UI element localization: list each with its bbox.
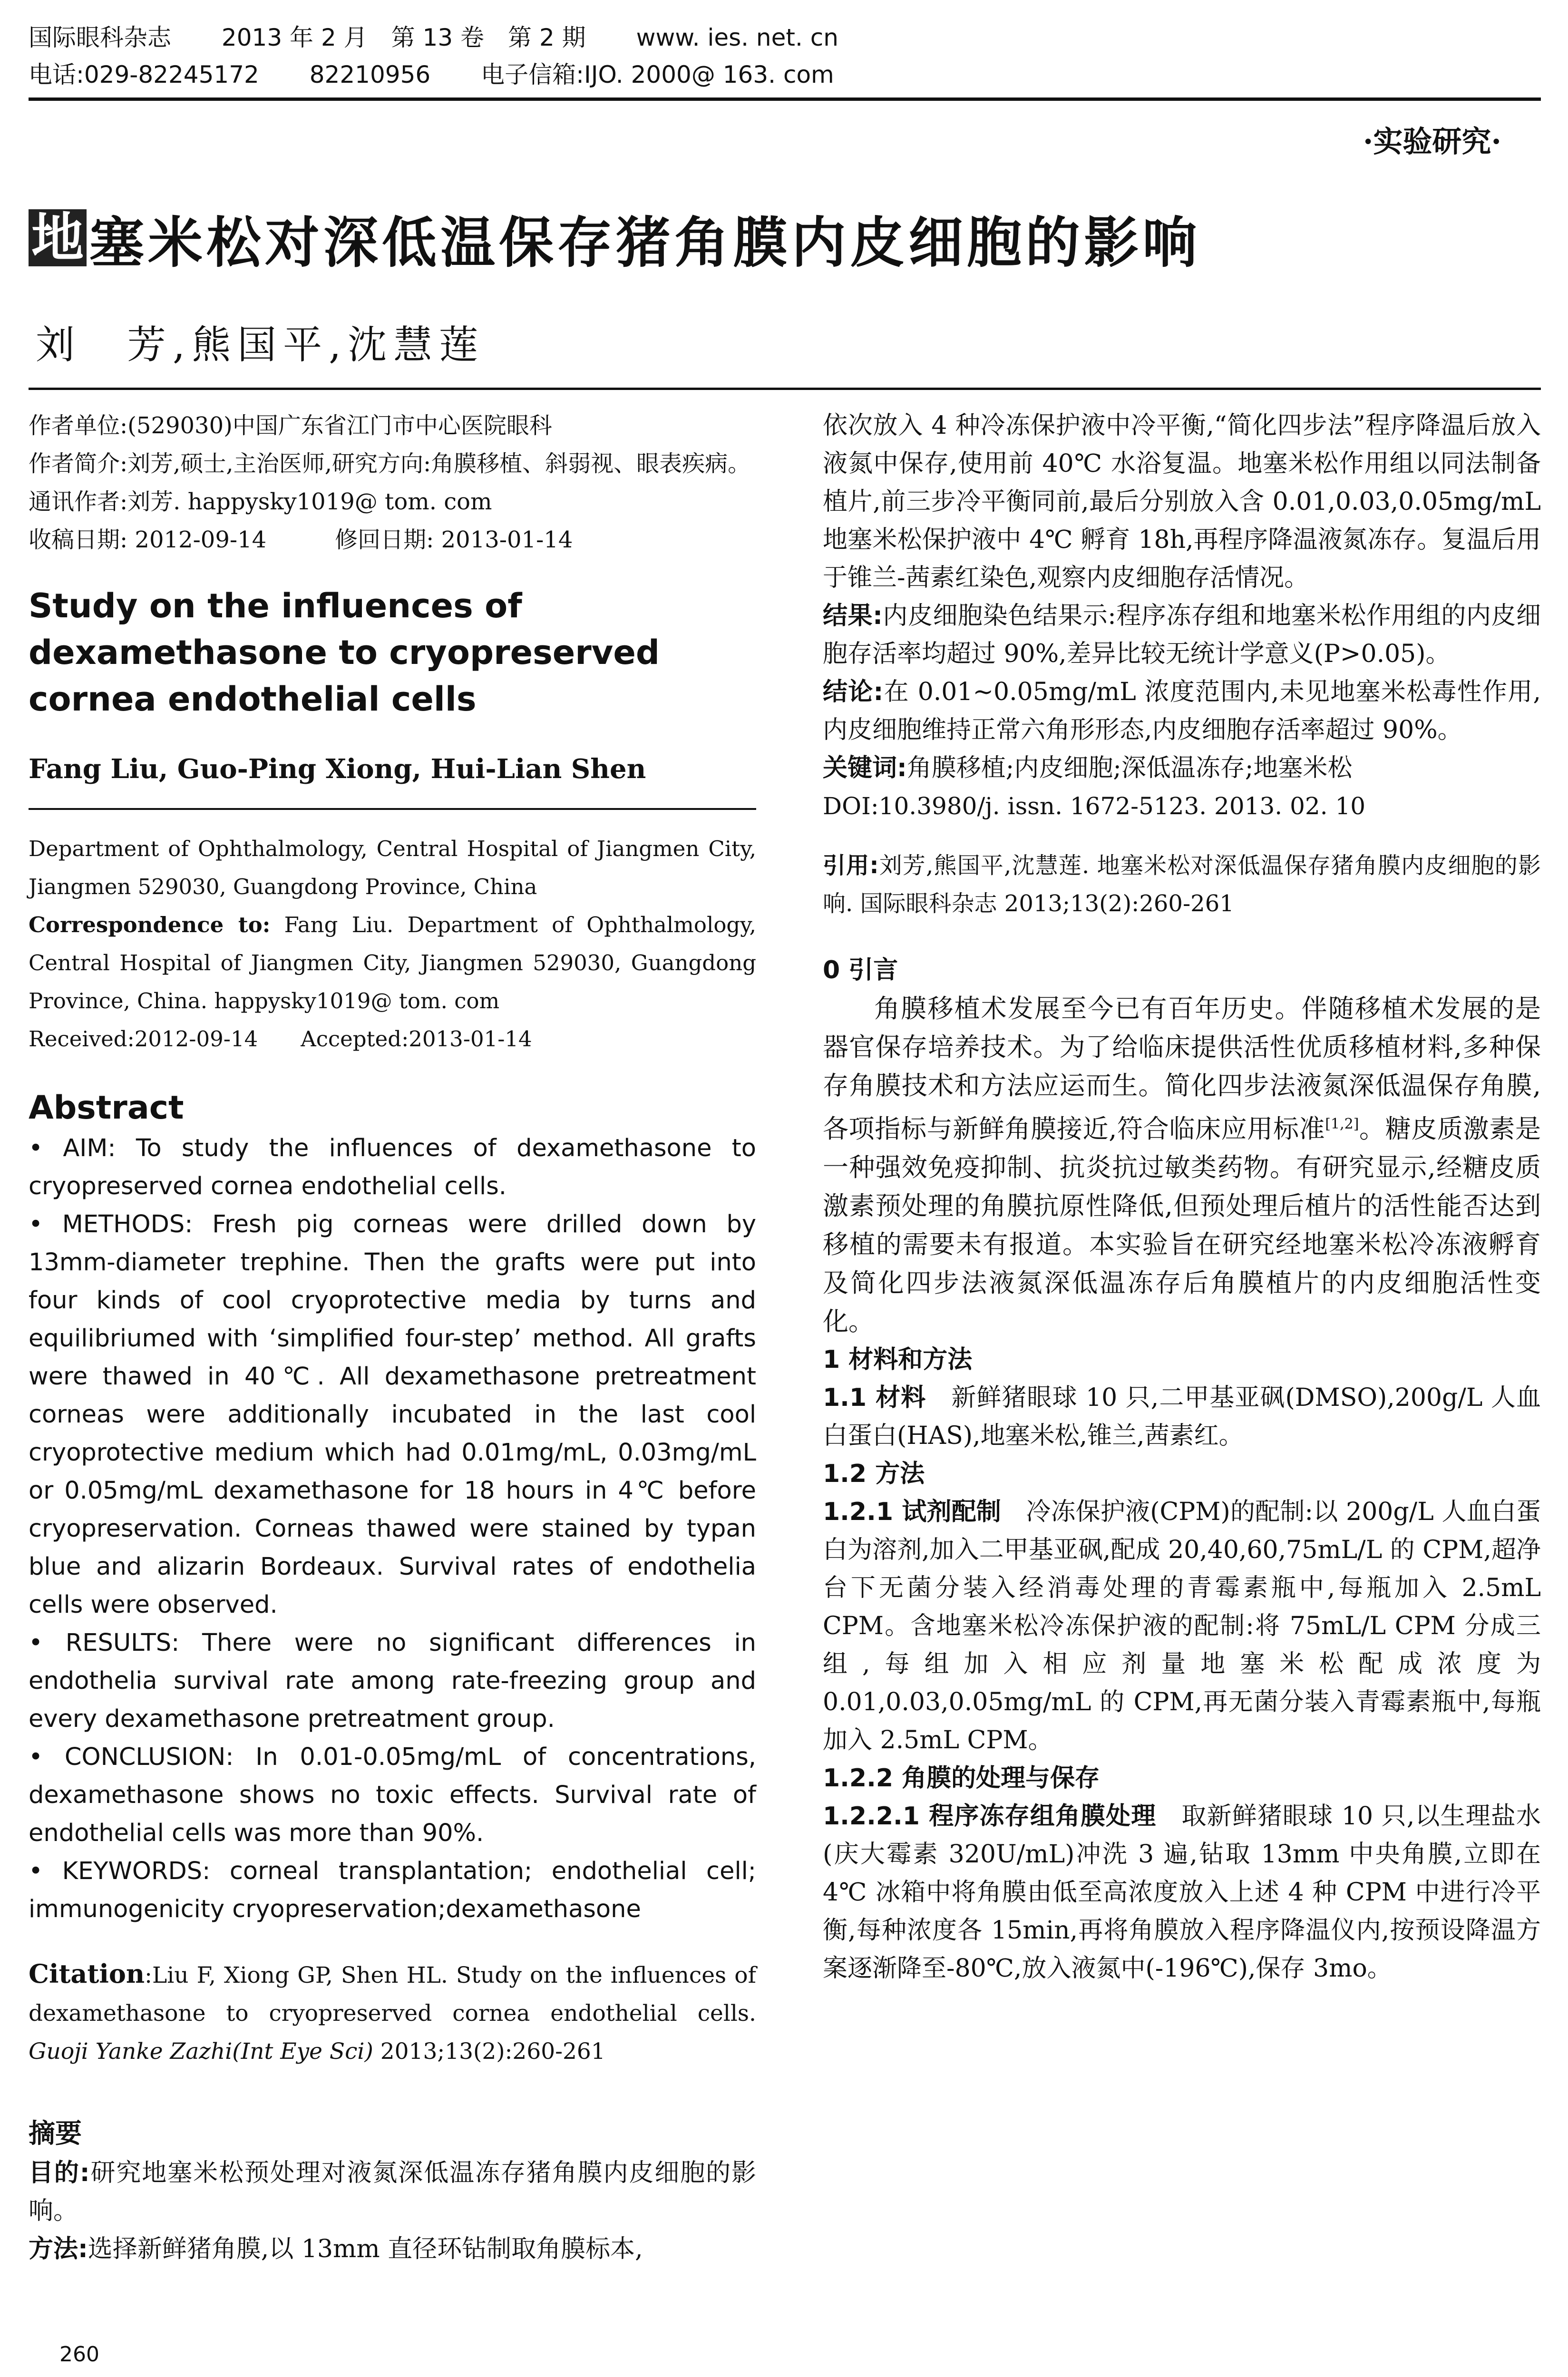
abstract-aim: • AIM: To study the influences of dexamethasone to cryopreserved cornea endothelial cells. [29, 1134, 756, 1200]
abstract-keywords: • KEYWORDS: corneal transplantation; endothelial cell; immunogenicity cryopreservation;dexamethasone [29, 1857, 756, 1923]
title-text: 塞米松对深低温保存猪角膜内皮细胞的影响 [89, 210, 1201, 275]
methods-text: 选择新鲜猪角膜,以 13mm 直径环钻制取角膜标本, [88, 2235, 643, 2263]
journal-phone-2: 82210956 [309, 61, 431, 88]
right-column [823, 407, 1541, 1987]
section-1-2-2-heading: 1.2.2 角膜的处理与保存 [823, 1764, 1100, 1792]
conclusion-cn [823, 673, 1541, 749]
doi[interactable]: DOI:10.3980/j. issn. 1672-5123. 2013. 02. 10 [823, 792, 1366, 820]
intro-reference[interactable]: [1,2] [1325, 1116, 1359, 1132]
section-1-1 [823, 1379, 1541, 1455]
citation-cn-text: 刘芳,熊国平,沈慧莲. 地塞米松对深低温保存猪角膜内皮细胞的影响. 国际眼科杂志 2013;13(2):260-261 [823, 852, 1541, 917]
left-column [29, 407, 756, 2268]
citation-tail: 2013;13(2):260-261 [373, 2038, 605, 2065]
section-1-2-1-label: 1.2.1 试剂配制 [823, 1498, 1002, 1526]
journal-name: 国际眼科杂志 [29, 24, 171, 51]
citation-label: Citation [29, 1958, 145, 1989]
citation-journal: Guoji Yanke Zazhi(Int Eye Sci) [29, 2038, 373, 2065]
corresponding-author-cn: 通讯作者:刘芳. happysky1019@ tom. com [29, 488, 492, 515]
section-1-2-1 [823, 1493, 1541, 1759]
methods-cn [29, 2230, 756, 2268]
authors-chinese: 刘 芳,熊国平,沈慧莲 [36, 322, 485, 368]
citation-en [29, 1955, 756, 2071]
correspondence-text: Fang Liu. Department of Ophthalmology, Central Hospital of Jiangmen City, Jiangmen 529030, Guangdong Province, China. happysky1019@ tom. com [29, 912, 756, 1013]
author-affiliation-cn: 作者单位:(529030)中国广东省江门市中心医院眼科 [29, 412, 552, 439]
section-1-2-2-1-label: 1.2.2.1 程序冻存组角膜处理 [823, 1802, 1157, 1831]
keywords-cn [823, 749, 1541, 787]
methods-label: 方法: [29, 2235, 88, 2263]
objective-label: 目的: [29, 2159, 90, 2187]
section-1-1-label: 1.1 材料 [823, 1383, 926, 1412]
section-1-2-heading: 1.2 方法 [823, 1460, 925, 1488]
journal-phone: 电话:029-82245172 [29, 61, 259, 88]
results-cn [823, 597, 1541, 673]
citation-cn [823, 847, 1541, 923]
abstract-cn-heading: 摘要 [29, 2118, 82, 2149]
results-text: 内皮细胞染色结果示:程序冻存组和地塞米松作用组的内皮细胞存活率均超过 90%,差异比较无统计学意义(P>0.05)。 [823, 602, 1541, 668]
objective-text: 研究地塞米松预处理对液氮深低温冻存猪角膜内皮细胞的影响。 [29, 2159, 756, 2225]
section-1-2-2-1-text: 取新鲜猪眼球 10 只,以生理盐水(庆大霉素 320U/mL)冲洗 3 遍,钻取 13mm 中央角膜,立即在 4℃ 冰箱中将角膜由低至高浓度放入上述 4 种 CPM 中进行冷平衡,每种浓度各 15min,再将角膜放入程序降温仪内,按预设降温方案逐渐降至-80℃,放入液氮中(-196℃),保存 3mo。 [823, 1802, 1541, 1983]
intro-text-b: 。糖皮质激素是一种强效免疫抑制、抗炎抗过敏类药物。有研究显示,经糖皮质激素预处理的角膜抗原性降低,但预处理后植片的活性能否达到移植的需要未有报道。本实验旨在研究经地塞米松冷冻液孵育及简化四步法液氮深低温冻存后角膜植片的内皮细胞活性变化。 [823, 1114, 1541, 1336]
abstract-conclusion: • CONCLUSION: In 0.01-0.05mg/mL of concentrations, dexamethasone shows no toxic effects. Survival rate of endothelial cells was more than 90%. [29, 1743, 756, 1847]
abstract-methods: • METHODS: Fresh pig corneas were drilled down by 13mm-diameter trephine. Then the grafts were put into four kinds of cool cryoprotective media by turns and equilibriumed with ‘simplified four-step’ method. All grafts were thawed in 40℃. All dexamethasone pretreatment corneas were additionally incubated in the last cool cryoprotective medium which had 0.01mg/mL, 0.03mg/mL or 0.05mg/mL dexamethasone for 18 hours in 4℃ before cryopreservation. Corneas thawed were stained by typan blue and alizarin Bordeaux. Survival rates of endothelia cells were observed. [29, 1210, 756, 1619]
intro-paragraph [823, 989, 1541, 1341]
abstract-heading: Abstract [29, 1089, 184, 1127]
correspondence-label: Correspondence to: [29, 912, 271, 937]
objective-cn [29, 2154, 756, 2230]
english-authors: Fang Liu, Guo-Ping Xiong, Hui-Lian Shen [29, 753, 646, 785]
conclusion-label: 结论: [823, 678, 884, 706]
abstract-results: • RESULTS: There were no significant differences in endothelia survival rate among rate-freezing group and every dexamethasone pretreatment group. [29, 1629, 756, 1733]
header-divider [29, 97, 1541, 101]
section-1-2-1-text: 冷冻保护液(CPM)的配制:以 200g/L 人血白蛋白为溶剂,加入二甲基亚砜,配成 20,40,60,75mL/L 的 CPM,超净台下无菌分装入经消毒处理的青霉素瓶中,每瓶加入 2.5mL CPM。含地塞米松冷冻保护液的配制:将 75mL/L CPM 分成三组,每组加入相应剂量地塞米松配成浓度为 0.01,0.03,0.05mg/mL 的 CPM,再无菌分装入青霉素瓶中,每瓶加入 2.5mL CPM。 [823, 1498, 1541, 1754]
dates-cn: 收稿日期: 2012-09-14 修回日期: 2013-01-14 [29, 526, 573, 553]
keywords-label: 关键词: [823, 754, 907, 782]
conclusion-text: 在 0.01~0.05mg/mL 浓度范围内,未见地塞米松毒性作用,内皮细胞维持正常六角形形态,内皮细胞存活率超过 90%。 [823, 678, 1541, 744]
results-label: 结果: [823, 602, 883, 630]
journal-header [29, 19, 1541, 93]
keywords-text: 角膜移植;内皮细胞;深低温冻存;地塞米松 [906, 754, 1353, 782]
citation-text: :Liu F, Xiong GP, Shen HL. Study on the influences of dexamethasone to cryopreserved cornea endothelial cells. [29, 1962, 756, 2026]
author-bio-cn: 作者简介:刘芳,硕士,主治医师,研究方向:角膜移植、斜弱视、眼表疾病。 [29, 450, 751, 477]
methods-cn-continued: 依次放入 4 种冷冻保护液中冷平衡,“简化四步法”程序降温后放入液氮中保存,使用前 40℃ 水浴复温。地塞米松作用组以同法制备植片,前三步冷平衡同前,最后分别放入含 0.01,0.03,0.05mg/mL 地塞米松保护液中 4℃ 孵育 18h,再程序降温液氮冻存。复温后用于锥兰-茜素红染色,观察内皮细胞存活情况。 [823, 411, 1541, 592]
authors-divider [29, 388, 1541, 390]
affiliation-en: Department of Ophthalmology, Central Hospital of Jiangmen City, Jiangmen 529030, Guangdong Province, China [29, 836, 756, 899]
page-number: 260 [59, 2342, 99, 2367]
authors-en-divider [29, 808, 756, 810]
intro-text-a: 角膜移植术发展至今已有百年历史。伴随移植术发展的是器官保存培养技术。为了给临床提供活性优质移植材料,多种保存角膜技术和方法应运而生。简化四步法液氮深低温保存角膜,各项指标与新鲜角膜接近,符合临床应用标准 [823, 994, 1541, 1144]
correspondence-en [29, 906, 756, 1020]
section-1-1-text: 新鲜猪眼球 10 只,二甲基亚砜(DMSO),200g/L 人血白蛋白(HAS),地塞米松,锥兰,茜素红。 [823, 1383, 1541, 1450]
journal-email[interactable]: 电子信箱:IJO. 2000@ 163. com [481, 61, 834, 88]
section-1-2-2-1 [823, 1797, 1541, 1987]
journal-website[interactable]: www. ies. net. cn [636, 24, 838, 51]
intro-heading: 0 引言 [823, 956, 898, 984]
article-title [29, 202, 1201, 273]
received-accepted: Received:2012-09-14 Accepted:2013-01-14 [29, 1026, 532, 1052]
english-title: Study on the influences of dexamethasone to cryopreserved cornea endothelial cells [29, 586, 660, 719]
section-1-heading: 1 材料和方法 [823, 1345, 973, 1374]
issue-info: 2013 年 2 月 第 13 卷 第 2 期 [221, 24, 586, 51]
title-drop-char: 地 [29, 209, 87, 266]
citation-cn-label: 引用: [823, 852, 879, 879]
section-label: ·实验研究· [1363, 124, 1501, 159]
